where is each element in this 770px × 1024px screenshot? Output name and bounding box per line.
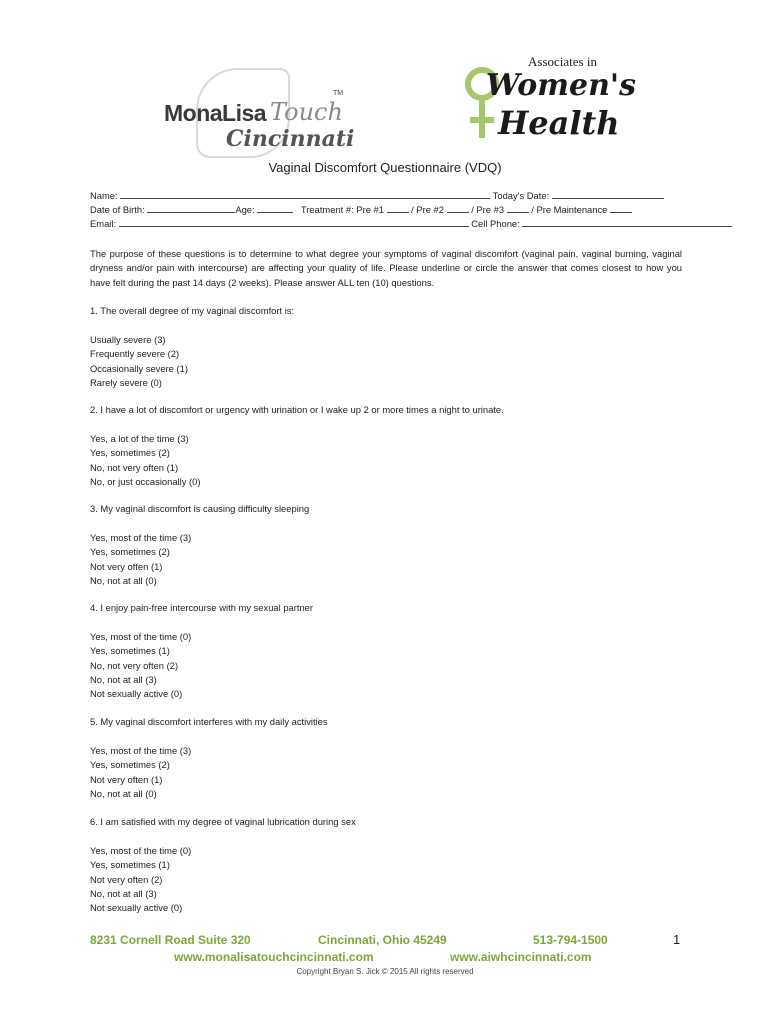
dob-field[interactable]	[147, 203, 235, 213]
answer-option[interactable]: Rarely severe (0)	[90, 376, 162, 388]
answer-option[interactable]: No, not at all (3)	[90, 673, 157, 685]
name-label: Name:	[90, 190, 118, 201]
answer-option[interactable]: Yes, sometimes (1)	[90, 645, 170, 657]
answer-option[interactable]: Yes, sometimes (1)	[90, 859, 170, 871]
pre-maintenance-label: / Pre Maintenance	[531, 204, 608, 215]
answer-option[interactable]: Yes, sometimes (2)	[90, 546, 170, 558]
question-2-options	[90, 432, 200, 489]
footer-address: 8231 Cornell Road Suite 320	[90, 933, 251, 947]
question-6: 6. I am satisfied with my degree of vaginal lubrication during sex	[90, 816, 356, 827]
pre-maintenance-field[interactable]	[610, 203, 632, 213]
pre1-label: Pre #1	[356, 204, 384, 215]
answer-option[interactable]: No, not at all (3)	[90, 887, 157, 899]
question-4: 4. I enjoy pain-free intercourse with my sexual partner	[90, 602, 314, 613]
age-field[interactable]	[257, 203, 293, 213]
footer-website-aiwh[interactable]: www.aiwhcincinnati.com	[450, 950, 592, 964]
age-label: Age:	[235, 204, 255, 215]
answer-option[interactable]: Not very often (2)	[90, 873, 163, 885]
answer-option[interactable]: No, not at all (0)	[90, 574, 157, 586]
pre2-label: / Pre #2	[411, 204, 444, 215]
copyright-notice: Copyright Bryan S. Jick © 2015 All rights reserved	[296, 967, 474, 976]
answer-option[interactable]: Yes, sometimes (2)	[90, 759, 170, 771]
pre3-field[interactable]	[507, 203, 529, 213]
answer-option[interactable]: Yes, most of the time (3)	[90, 532, 192, 543]
answer-option[interactable]: Not sexually active (0)	[90, 902, 183, 914]
answer-option[interactable]: Not sexually active (0)	[90, 688, 183, 700]
answer-option[interactable]: Not very often (1)	[90, 773, 163, 785]
intro-paragraph: The purpose of these questions is to determine to what degree your symptoms of vaginal discomfort (vaginal pain, vaginal burning, vaginal dryness and/or pain with intercourse) are affecting your quality of life. Please underline or circle the answer that comes closest to how you have felt during the past 14 days (2 weeks). Please answer ALL ten (10) questions.	[90, 248, 682, 288]
logo-text-womens: Women's	[486, 68, 636, 103]
question-5: 5. My vaginal discomfort interferes with my daily activities	[90, 716, 328, 727]
email-row	[90, 217, 732, 231]
answer-option[interactable]: Usually severe (3)	[90, 334, 166, 345]
answer-option[interactable]: Occasionally severe (1)	[90, 362, 188, 374]
footer-city: Cincinnati, Ohio 45249	[318, 933, 447, 947]
cell-phone-label: Cell Phone:	[471, 218, 520, 229]
pre3-label: / Pre #3	[471, 204, 505, 215]
logo-text-monalisa: MonaLisa	[164, 100, 267, 126]
todays-date-field[interactable]	[552, 189, 664, 199]
pre2-field[interactable]	[447, 203, 469, 213]
answer-option[interactable]: No, not very often (1)	[90, 461, 179, 473]
footer-phone: 513-794-1500	[533, 933, 608, 947]
question-2: 2. I have a lot of discomfort or urgency with urination or I wake up 2 or more times a night to urinate.	[90, 404, 504, 415]
cell-phone-field[interactable]	[522, 217, 732, 227]
answer-option[interactable]: Yes, most of the time (0)	[90, 631, 192, 642]
question-1-options	[90, 333, 188, 390]
logo-text-touch: Touch	[270, 98, 343, 126]
dob-label: Date of Birth:	[90, 204, 145, 215]
footer-website-monalisa[interactable]: www.monalisatouchcincinnati.com	[174, 950, 374, 964]
logo-text-associates: Associates in	[528, 54, 597, 69]
name-row	[90, 189, 664, 203]
question-6-options	[90, 844, 191, 915]
answer-option[interactable]: Not very often (1)	[90, 560, 163, 572]
page-number: 1	[673, 932, 681, 947]
question-4-options	[90, 630, 191, 701]
email-field[interactable]	[119, 217, 469, 227]
logo-text-cincinnati: Cincinnati	[226, 126, 355, 152]
monalisa-touch-logo	[160, 64, 355, 160]
answer-option[interactable]: Yes, sometimes (2)	[90, 447, 170, 459]
email-label: Email:	[90, 218, 117, 229]
answer-option[interactable]: No, not at all (0)	[90, 787, 157, 799]
answer-option[interactable]: Yes, most of the time (0)	[90, 845, 192, 856]
answer-option[interactable]: Yes, most of the time (3)	[90, 745, 192, 756]
pre1-field[interactable]	[387, 203, 409, 213]
associates-womens-health-logo	[458, 52, 636, 152]
answer-option[interactable]: Frequently severe (2)	[90, 348, 180, 360]
answer-option[interactable]: No, not very often (2)	[90, 659, 179, 671]
question-3-options	[90, 531, 191, 588]
question-3: 3. My vaginal discomfort is causing difficulty sleeping	[90, 503, 310, 514]
logo-text-health: Health	[498, 104, 620, 142]
answer-option[interactable]: Yes, a lot of the time (3)	[90, 433, 189, 444]
question-1: 1. The overall degree of my vaginal discomfort is:	[90, 305, 295, 316]
name-field[interactable]	[120, 189, 490, 199]
treatment-label: Treatment #:	[300, 204, 354, 215]
answer-option[interactable]: No, or just occasionally (0)	[90, 475, 201, 487]
logo-tm: TM	[333, 90, 344, 97]
question-5-options	[90, 744, 191, 801]
todays-date-label: Today's Date:	[492, 190, 550, 201]
page-title: Vaginal Discomfort Questionnaire (VDQ)	[268, 160, 502, 175]
dob-row	[90, 203, 632, 217]
